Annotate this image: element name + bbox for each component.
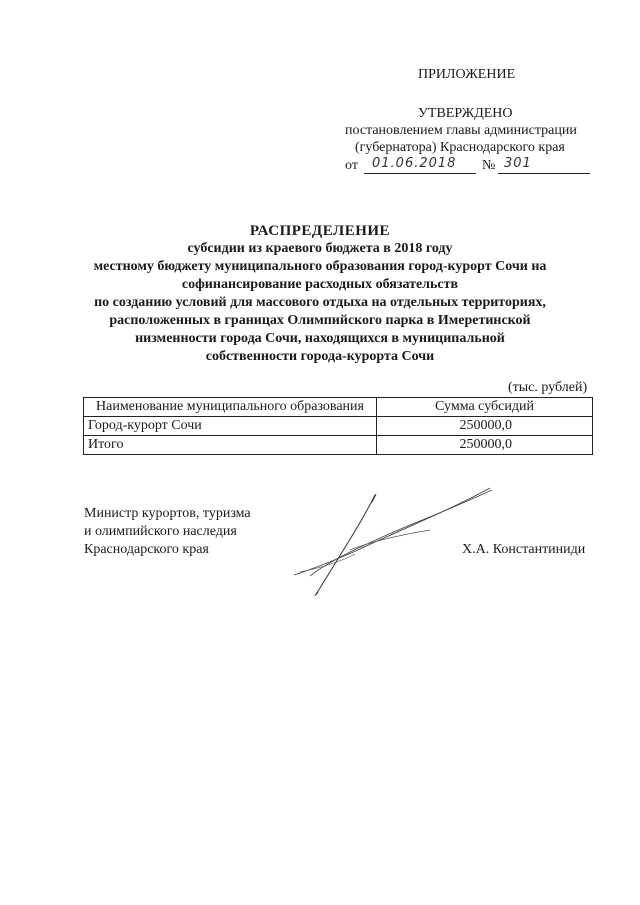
title-line: местному бюджету муниципального образования город-курорт Сочи на [93, 259, 547, 274]
row-name: Итого [84, 436, 377, 455]
approval-line-1: постановлением главы администрации [345, 123, 577, 138]
title-line: низменности города Сочи, находящихся в муниципальной [135, 331, 505, 346]
document-title [60, 222, 580, 366]
appendix-label: ПРИЛОЖЕНИЕ [418, 67, 516, 82]
header-municipality: Наименование муниципального образования [84, 398, 377, 417]
title-heading: РАСПРЕДЕЛЕНИЕ [249, 223, 391, 239]
number-underline [498, 173, 590, 174]
row-amount: 250000,0 [377, 436, 593, 455]
row-name: Город-курорт Сочи [84, 417, 377, 436]
approval-line-2: (губернатора) Краснодарского края [355, 140, 565, 155]
subsidy-table [83, 397, 593, 455]
title-line: расположенных в границах Олимпийского парка в Имеретинской [109, 313, 531, 328]
title-line: собственности города-курорта Сочи [205, 349, 435, 364]
date-prefix: от [345, 158, 358, 173]
signer-position-line: Краснодарского края [84, 542, 209, 557]
table-header-row [84, 398, 593, 417]
approved-label: УТВЕРЖДЕНО [418, 106, 513, 121]
header-amount: Сумма субсидий [377, 398, 593, 417]
number-prefix: № [482, 158, 496, 173]
title-line: софинансирование расходных обязательств [181, 277, 459, 292]
title-line: по созданию условий для массового отдыха на отдельных территориях, [94, 295, 546, 310]
units-label: (тыс. рублей) [508, 380, 588, 395]
signer-name: Х.А. Константиниди [462, 542, 586, 557]
number-value: 301 [504, 156, 532, 171]
row-amount: 250000,0 [377, 417, 593, 436]
signer-position-line: Министр курортов, туризма [84, 506, 251, 521]
table-row [84, 436, 593, 455]
signer-position [84, 505, 251, 559]
date-underline [364, 173, 476, 174]
table-row [84, 417, 593, 436]
date-value: 01.06.2018 [372, 156, 457, 171]
signer-position-line: и олимпийского наследия [84, 524, 237, 539]
title-line: субсидии из краевого бюджета в 2018 году [187, 241, 453, 256]
handwritten-signature [280, 480, 510, 620]
